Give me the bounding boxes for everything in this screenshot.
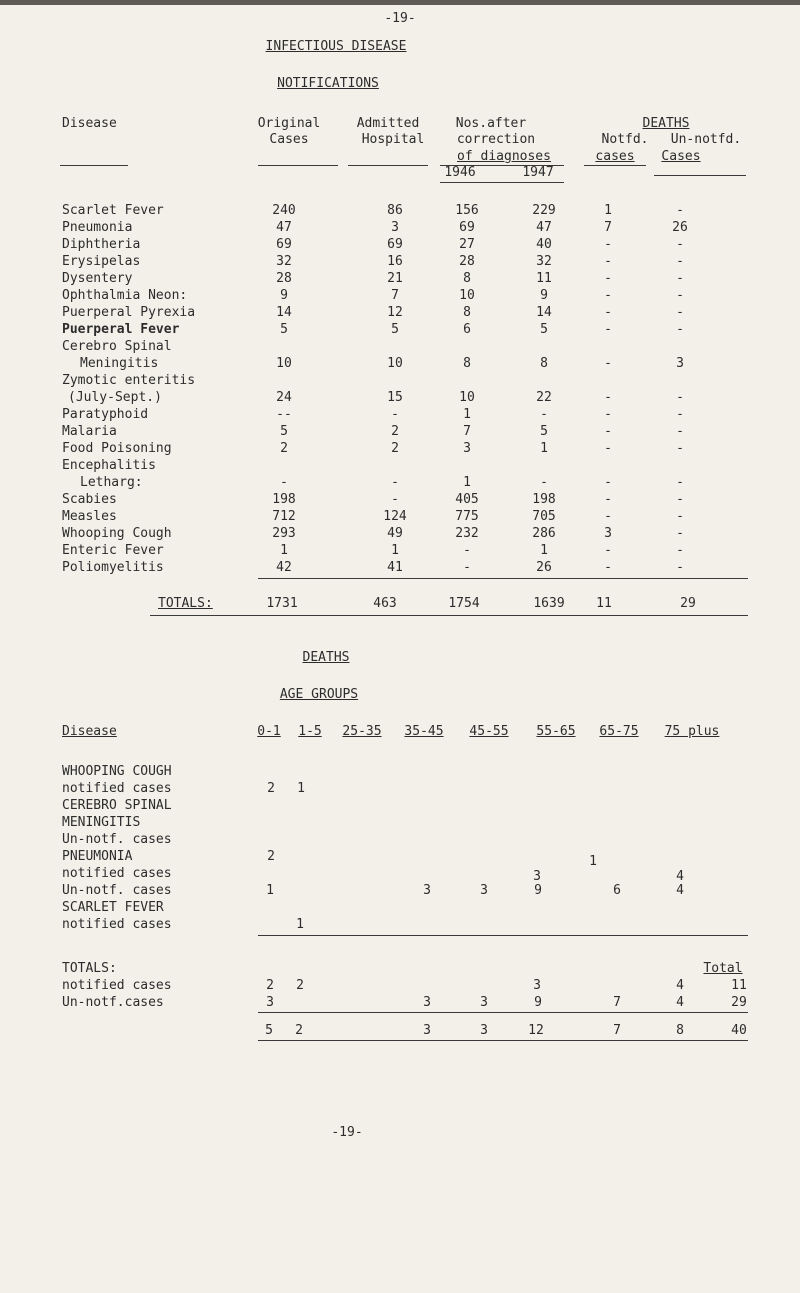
deaths-total-cell: 11 [731, 978, 747, 993]
cell-1946: - [463, 560, 471, 575]
deaths-total-cell: 3 [266, 995, 274, 1010]
cell-admitted: 124 [383, 509, 407, 524]
cell-1947: 26 [536, 560, 552, 575]
header-deaths: DEATHS [642, 116, 690, 131]
header-nos-2: correction [456, 132, 536, 147]
deaths-cell: 1 [266, 883, 274, 898]
cell-1947: 5 [540, 424, 548, 439]
total-1947: 1639 [533, 596, 565, 611]
cell-deaths-notified: - [604, 475, 612, 490]
cell-1947: 198 [532, 492, 556, 507]
cell-admitted: 1 [391, 543, 399, 558]
disease-label: Puerperal Fever [62, 322, 180, 337]
cell-deaths-unnotified: - [676, 509, 684, 524]
deaths-cell: 1 [296, 917, 304, 932]
disease-label: Dysentery [62, 271, 133, 286]
cell-admitted: 49 [387, 526, 403, 541]
deaths-header-disease: Disease [62, 724, 117, 739]
cell-1947: 47 [536, 220, 552, 235]
cell-1947: - [540, 407, 548, 422]
total-deaths-notified: 11 [596, 596, 612, 611]
cell-deaths-unnotified: - [676, 475, 684, 490]
deaths-cell: 1 [297, 781, 305, 796]
deaths-cell: 4 [676, 869, 684, 884]
cell-deaths-notified: - [604, 390, 612, 405]
age-group-35-45: 35-45 [404, 724, 444, 739]
header-disease: Disease [62, 116, 117, 131]
disease-label: Diphtheria [62, 237, 141, 252]
deaths-label: notified cases [62, 917, 172, 932]
age-group-1-5: 1-5 [298, 724, 322, 739]
deaths-total-cell: 2 [266, 978, 274, 993]
cell-original: - [280, 475, 288, 490]
cell-deaths-unnotified: 3 [676, 356, 684, 371]
cell-deaths-unnotified: - [676, 271, 684, 286]
deaths-total-cell: 7 [613, 995, 621, 1010]
cell-admitted: - [391, 407, 399, 422]
header-1946: 1946 [444, 165, 476, 180]
deaths-totals-rule [258, 1012, 748, 1013]
cell-deaths-unnotified: - [676, 407, 684, 422]
deaths-label: notified cases [62, 866, 172, 881]
cell-1946: 7 [463, 424, 471, 439]
cell-1946: 3 [463, 441, 471, 456]
header-notfd-1: Notfd. [601, 132, 649, 147]
deaths-total-cell: 3 [480, 995, 488, 1010]
deaths-total-cell: 3 [533, 978, 541, 993]
cell-1946: 27 [459, 237, 475, 252]
deaths-cell: 3 [480, 883, 488, 898]
cell-1947: 40 [536, 237, 552, 252]
cell-original: 28 [276, 271, 292, 286]
deaths-totals-rule [258, 1040, 748, 1041]
totals-rule [150, 615, 748, 616]
deaths-label: CEREBRO SPINAL [62, 798, 172, 813]
disease-label: Scarlet Fever [62, 203, 164, 218]
cell-deaths-notified: - [604, 271, 612, 286]
cell-1946: 156 [455, 203, 479, 218]
deaths-totals-notified-label: notified cases [62, 978, 172, 993]
cell-admitted: 21 [387, 271, 403, 286]
disease-label: Cerebro Spinal [62, 339, 172, 354]
header-nos-3: of diagnoses [457, 149, 551, 164]
cell-deaths-unnotified: - [676, 305, 684, 320]
cell-1946: 1 [463, 407, 471, 422]
cell-original: 69 [276, 237, 292, 252]
total-1946: 1754 [448, 596, 480, 611]
cell-deaths-unnotified: - [676, 441, 684, 456]
header-original-1: Original [257, 116, 321, 131]
cell-original: 1 [280, 543, 288, 558]
deaths-heading: DEATHS [302, 650, 350, 665]
cell-admitted: 2 [391, 424, 399, 439]
scan-top-edge [0, 0, 800, 5]
cell-admitted: 69 [387, 237, 403, 252]
cell-deaths-unnotified: - [676, 543, 684, 558]
age-group-25-35: 25-35 [342, 724, 382, 739]
cell-1947: 11 [536, 271, 552, 286]
disease-label: Zymotic enteritis [62, 373, 196, 388]
cell-1947: - [540, 475, 548, 490]
deaths-label: Un-notf. cases [62, 883, 172, 898]
deaths-grand-total-cell: 2 [295, 1023, 303, 1038]
cell-deaths-notified: 3 [604, 526, 612, 541]
total-admitted: 463 [373, 596, 397, 611]
cell-1946: 232 [455, 526, 479, 541]
cell-deaths-notified: - [604, 254, 612, 269]
disease-label: Whooping Cough [62, 526, 172, 541]
cell-deaths-unnotified: - [676, 288, 684, 303]
cell-admitted: 41 [387, 560, 403, 575]
deaths-label: SCARLET FEVER [62, 900, 164, 915]
deaths-cell: 9 [534, 883, 542, 898]
header-rule [654, 175, 746, 176]
disease-label-cont: (July-Sept.) [68, 390, 162, 405]
disease-label: Malaria [62, 424, 117, 439]
cell-deaths-notified: - [604, 492, 612, 507]
deaths-total-cell: 2 [296, 978, 304, 993]
deaths-cell: 2 [267, 849, 275, 864]
cell-deaths-notified: - [604, 441, 612, 456]
cell-original: 10 [276, 356, 292, 371]
cell-deaths-notified: - [604, 407, 612, 422]
cell-deaths-notified: - [604, 509, 612, 524]
cell-admitted: 3 [391, 220, 399, 235]
deaths-cell: 2 [267, 781, 275, 796]
cell-original: 24 [276, 390, 292, 405]
total-original: 1731 [266, 596, 298, 611]
age-group-0-1: 0-1 [257, 724, 281, 739]
disease-label-cont: Meningitis [80, 356, 159, 371]
cell-1946: 8 [463, 356, 471, 371]
deaths-totals-label: TOTALS: [62, 961, 117, 976]
cell-admitted: 12 [387, 305, 403, 320]
header-rule [440, 182, 564, 183]
page-number-top: -19- [384, 11, 416, 26]
deaths-label: PNEUMONIA [62, 849, 133, 864]
disease-label: Scabies [62, 492, 117, 507]
deaths-grand-total-cell: 8 [676, 1023, 684, 1038]
header-original-2: Cases [269, 132, 309, 147]
cell-deaths-notified: - [604, 543, 612, 558]
disease-label: Poliomyelitis [62, 560, 164, 575]
deaths-total-cell: 4 [676, 978, 684, 993]
cell-1946: 405 [455, 492, 479, 507]
cell-1946: 8 [463, 305, 471, 320]
cell-deaths-unnotified: - [676, 390, 684, 405]
cell-admitted: 5 [391, 322, 399, 337]
deaths-cell: 1 [589, 854, 597, 869]
total-deaths-unnotified: 29 [680, 596, 696, 611]
cell-1947: 229 [532, 203, 556, 218]
cell-original: -- [276, 407, 292, 422]
deaths-cell: 3 [423, 883, 431, 898]
cell-original: 240 [272, 203, 296, 218]
age-group-75-plus: 75 plus [664, 724, 720, 739]
cell-1946: 28 [459, 254, 475, 269]
cell-deaths-unnotified: - [676, 203, 684, 218]
cell-deaths-unnotified: - [676, 237, 684, 252]
disease-label: Enteric Fever [62, 543, 164, 558]
cell-deaths-unnotified: - [676, 560, 684, 575]
header-unnotfd-1: Un-notfd. [670, 132, 742, 147]
deaths-total-cell: 3 [423, 995, 431, 1010]
cell-admitted: 16 [387, 254, 403, 269]
cell-1946: 6 [463, 322, 471, 337]
deaths-grand-total-cell: 3 [480, 1023, 488, 1038]
header-rule [440, 165, 564, 166]
cell-deaths-notified: - [604, 237, 612, 252]
page-title: INFECTIOUS DISEASE [265, 39, 407, 54]
totals-rule [258, 578, 748, 579]
cell-original: 293 [272, 526, 296, 541]
cell-1946: 8 [463, 271, 471, 286]
cell-deaths-unnotified: - [676, 322, 684, 337]
disease-label: Measles [62, 509, 117, 524]
cell-1947: 14 [536, 305, 552, 320]
header-admitted-2: Hospital [361, 132, 425, 147]
cell-deaths-notified: - [604, 288, 612, 303]
header-admitted-1: Admitted [356, 116, 420, 131]
cell-deaths-notified: - [604, 322, 612, 337]
cell-admitted: 7 [391, 288, 399, 303]
cell-deaths-unnotified: - [676, 526, 684, 541]
deaths-totals-unnotified-label: Un-notf.cases [62, 995, 164, 1010]
cell-original: 47 [276, 220, 292, 235]
cell-original: 9 [280, 288, 288, 303]
cell-deaths-notified: - [604, 424, 612, 439]
disease-label: Pneumonia [62, 220, 133, 235]
disease-label: Puerperal Pyrexia [62, 305, 196, 320]
cell-1947: 1 [540, 543, 548, 558]
cell-1947: 22 [536, 390, 552, 405]
cell-admitted: 15 [387, 390, 403, 405]
deaths-total-cell: 4 [676, 995, 684, 1010]
cell-1947: 5 [540, 322, 548, 337]
cell-1946: 10 [459, 390, 475, 405]
cell-original: 14 [276, 305, 292, 320]
cell-1947: 8 [540, 356, 548, 371]
cell-1947: 286 [532, 526, 556, 541]
disease-label: Erysipelas [62, 254, 141, 269]
cell-1947: 9 [540, 288, 548, 303]
cell-original: 5 [280, 424, 288, 439]
cell-admitted: 2 [391, 441, 399, 456]
cell-deaths-notified: - [604, 305, 612, 320]
age-group-65-75: 65-75 [599, 724, 639, 739]
cell-admitted: - [391, 475, 399, 490]
header-rule [348, 165, 428, 166]
deaths-grand-total-cell: 40 [731, 1023, 747, 1038]
cell-1946: 775 [455, 509, 479, 524]
header-rule [584, 165, 646, 166]
cell-original: 2 [280, 441, 288, 456]
age-groups-heading: AGE GROUPS [279, 687, 359, 702]
deaths-grand-total-cell: 7 [613, 1023, 621, 1038]
cell-deaths-notified: - [604, 356, 612, 371]
header-notfd-2: cases [595, 149, 635, 164]
cell-1947: 32 [536, 254, 552, 269]
cell-1947: 1 [540, 441, 548, 456]
deaths-grand-total-cell: 12 [528, 1023, 544, 1038]
cell-1946: 69 [459, 220, 475, 235]
cell-original: 32 [276, 254, 292, 269]
deaths-total-cell: 29 [731, 995, 747, 1010]
disease-label: Ophthalmia Neon: [62, 288, 188, 303]
cell-deaths-notified: 1 [604, 203, 612, 218]
disease-label-cont: Letharg: [80, 475, 143, 490]
deaths-cell: 4 [676, 883, 684, 898]
deaths-grand-total-cell: 5 [265, 1023, 273, 1038]
cell-deaths-unnotified: - [676, 492, 684, 507]
cell-1947: 705 [532, 509, 556, 524]
header-1947: 1947 [522, 165, 554, 180]
cell-1946: - [463, 543, 471, 558]
cell-admitted: 10 [387, 356, 403, 371]
age-group-55-65: 55-65 [536, 724, 576, 739]
disease-label: Food Poisoning [62, 441, 172, 456]
cell-deaths-unnotified: - [676, 254, 684, 269]
deaths-cell: 3 [533, 869, 541, 884]
header-rule [60, 165, 128, 166]
header-rule [258, 165, 338, 166]
disease-label: Paratyphoid [62, 407, 149, 422]
cell-1946: 1 [463, 475, 471, 490]
page-number-bottom: -19- [331, 1125, 363, 1140]
deaths-total-cell: 9 [534, 995, 542, 1010]
cell-original: 5 [280, 322, 288, 337]
cell-original: 198 [272, 492, 296, 507]
cell-original: 42 [276, 560, 292, 575]
cell-deaths-notified: 7 [604, 220, 612, 235]
notifications-heading: NOTIFICATIONS [277, 76, 379, 91]
header-unnotfd-2: Cases [661, 149, 701, 164]
disease-label: Encephalitis [62, 458, 156, 473]
cell-deaths-unnotified: - [676, 424, 684, 439]
deaths-label: MENINGITIS [62, 815, 141, 830]
cell-deaths-unnotified: 26 [672, 220, 688, 235]
age-group-45-55: 45-55 [469, 724, 509, 739]
cell-original: 712 [272, 509, 296, 524]
header-nos-1: Nos.after [455, 116, 527, 131]
cell-deaths-notified: - [604, 560, 612, 575]
deaths-rule [258, 935, 748, 936]
deaths-label: Un-notf. cases [62, 832, 172, 847]
deaths-label: WHOOPING COUGH [62, 764, 172, 779]
cell-admitted: 86 [387, 203, 403, 218]
deaths-grand-total-cell: 3 [423, 1023, 431, 1038]
cell-admitted: - [391, 492, 399, 507]
deaths-total-header: Total [703, 961, 743, 976]
deaths-cell: 6 [613, 883, 621, 898]
totals-label: TOTALS: [158, 596, 213, 611]
cell-1946: 10 [459, 288, 475, 303]
deaths-label: notified cases [62, 781, 172, 796]
